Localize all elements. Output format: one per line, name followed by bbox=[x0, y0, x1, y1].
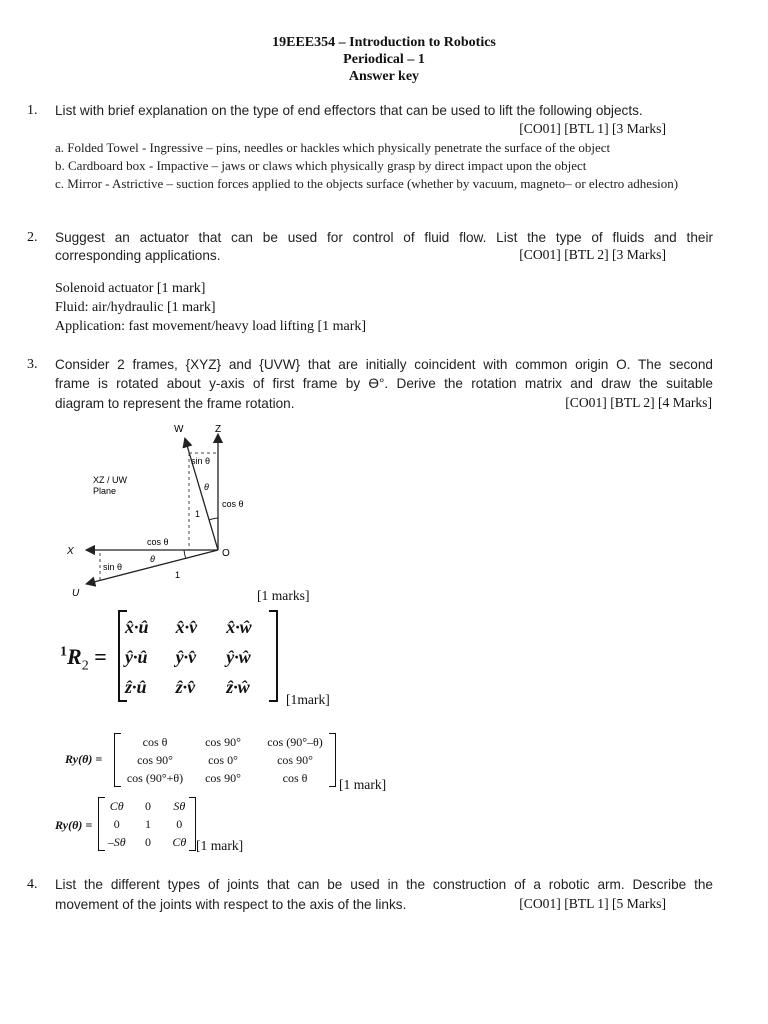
ry-cell: cos (90°–θ) bbox=[267, 734, 323, 749]
q1-number: 1. bbox=[27, 103, 38, 118]
sin-theta-top: sin θ bbox=[191, 456, 211, 466]
z-label: Z bbox=[215, 424, 222, 435]
ry-cell: cos (90°+θ) bbox=[126, 770, 184, 785]
q4-number: 4. bbox=[27, 877, 38, 892]
plane-label-1: XZ / UW bbox=[93, 475, 127, 485]
matrix-label: $^1R_2$ = bbox=[60, 644, 107, 674]
ry-matrix bbox=[114, 733, 336, 787]
q2-answer-3: Application: fast movement/heavy load lifting [1 mark] bbox=[55, 319, 367, 334]
q4-question-line1: List the different types of joints that can be used in the construction of a robotic arm. Describe the bbox=[55, 877, 713, 892]
dot-cell: ẑ·ŵ bbox=[226, 676, 250, 697]
ry-cell: cos 0° bbox=[208, 752, 238, 767]
q1-question: List with brief explanation on the type of end effectors that can be used to lift the following objects. bbox=[55, 103, 643, 118]
q2-question-line1: Suggest an actuator that can be used for control of fluid flow. List the type of fluids and their bbox=[55, 230, 713, 245]
doc-title: Answer key bbox=[348, 69, 420, 84]
sin-theta-bottom: sin θ bbox=[103, 562, 123, 572]
ry2-cell: 1 bbox=[144, 816, 151, 831]
q4-tag: [CO01] [BTL 1] [5 Marks] bbox=[519, 896, 666, 911]
unit-length-top: 1 bbox=[195, 509, 201, 519]
ry2-table bbox=[101, 797, 195, 851]
ry2-cell: –Sθ bbox=[107, 834, 126, 849]
matrix-symbol: R bbox=[67, 644, 82, 669]
q1-answer-b: b. Cardboard box - Impactive – jaws or claws which physically grasp by direct impact upon the object bbox=[55, 158, 587, 173]
ry2-cell: Cθ bbox=[109, 798, 124, 813]
q3-question-line1: Consider 2 frames, {XYZ} and {UVW} that are initially coincident with common origin O. The second bbox=[55, 357, 713, 372]
q2-answer-1: Solenoid actuator [1 mark] bbox=[55, 281, 206, 296]
q1-answer-a: a. Folded Towel - Ingressive – pins, needles or hackles which physically penetrate the surface of the object bbox=[55, 140, 611, 155]
dot-matrix-table bbox=[124, 612, 276, 702]
ry2-cell: 0 bbox=[144, 798, 151, 813]
matrix-mark: [1mark] bbox=[286, 692, 330, 707]
ry-cell: cos 90° bbox=[205, 770, 241, 785]
origin-label: O bbox=[222, 548, 230, 559]
ry-cell: cos 90° bbox=[277, 752, 313, 767]
dot-cell: ẑ·û bbox=[125, 676, 147, 697]
plane-label-2: Plane bbox=[93, 486, 117, 496]
q1-answer-c: c. Mirror - Astrictive – suction forces applied to the objects surface (whether by vacuum, magneto– or electro adhesion) bbox=[55, 176, 679, 191]
dot-cell: x̂·v̂ bbox=[175, 616, 198, 637]
q3-tag: [CO01] [BTL 2] [4 Marks] bbox=[565, 395, 712, 410]
ry-cell: cos 90° bbox=[137, 752, 173, 767]
u-label: U bbox=[72, 588, 80, 599]
q3-question-line2: frame is rotated about y-axis of first frame by ϴ°. Derive the rotation matrix and draw the suitable bbox=[55, 376, 713, 391]
dot-cell: x̂·ŵ bbox=[226, 616, 252, 637]
theta-top: θ bbox=[204, 482, 209, 492]
dot-cell: ŷ·ŵ bbox=[226, 646, 251, 667]
matrix-pre: 1 bbox=[60, 644, 67, 660]
dot-cell: ŷ·û bbox=[125, 646, 148, 667]
dot-cell: x̂·û bbox=[125, 616, 149, 637]
ry-cell: cos 90° bbox=[205, 734, 241, 749]
dot-cell: ŷ·v̂ bbox=[175, 646, 197, 667]
q1-tag: [CO01] [BTL 1] [3 Marks] bbox=[519, 121, 666, 136]
ry2-cell: 0 bbox=[144, 834, 151, 849]
ry-mark: [1 mark] bbox=[339, 777, 387, 792]
q2-question-line2: corresponding applications. bbox=[55, 248, 221, 263]
cos-theta-right: cos θ bbox=[222, 499, 244, 509]
unit-length-bottom: 1 bbox=[175, 570, 181, 580]
ry2-cell: Sθ bbox=[173, 798, 186, 813]
course-title: 19EEE354 – Introduction to Robotics bbox=[272, 35, 496, 50]
exam-title: Periodical – 1 bbox=[343, 52, 425, 67]
ry-table bbox=[119, 733, 335, 787]
ry-cell: cos θ bbox=[142, 734, 168, 749]
ry-cell: cos θ bbox=[282, 770, 308, 785]
q2-number: 2. bbox=[27, 230, 38, 245]
frame-rotation-diagram bbox=[55, 420, 255, 600]
dot-matrix bbox=[118, 610, 278, 702]
theta-bottom: θ bbox=[150, 554, 155, 564]
ry2-matrix bbox=[98, 797, 196, 851]
diagram-mark: [1 marks] bbox=[257, 588, 310, 603]
q2-tag: [CO01] [BTL 2] [3 Marks] bbox=[519, 247, 666, 262]
ry2-cell: Cθ bbox=[172, 834, 187, 849]
ry2-label: Ry(θ) = bbox=[55, 818, 93, 832]
x-label: X bbox=[67, 546, 74, 557]
dot-cell: ẑ·v̂ bbox=[175, 676, 196, 697]
q2-answer-2: Fluid: air/hydraulic [1 mark] bbox=[55, 300, 216, 315]
q4-question-line2: movement of the joints with respect to the axis of the links. bbox=[55, 897, 407, 912]
cos-theta-bottom: cos θ bbox=[147, 537, 169, 547]
ry2-cell: 0 bbox=[113, 816, 120, 831]
ry2-mark: [1 mark] bbox=[196, 838, 244, 853]
matrix-sub: 2 bbox=[81, 658, 89, 674]
w-label: W bbox=[174, 424, 184, 435]
ry-label: Ry(θ) = bbox=[65, 752, 103, 766]
ry2-cell: 0 bbox=[176, 816, 183, 831]
q3-question-line3: diagram to represent the frame rotation. bbox=[55, 396, 295, 411]
q3-number: 3. bbox=[27, 357, 38, 372]
